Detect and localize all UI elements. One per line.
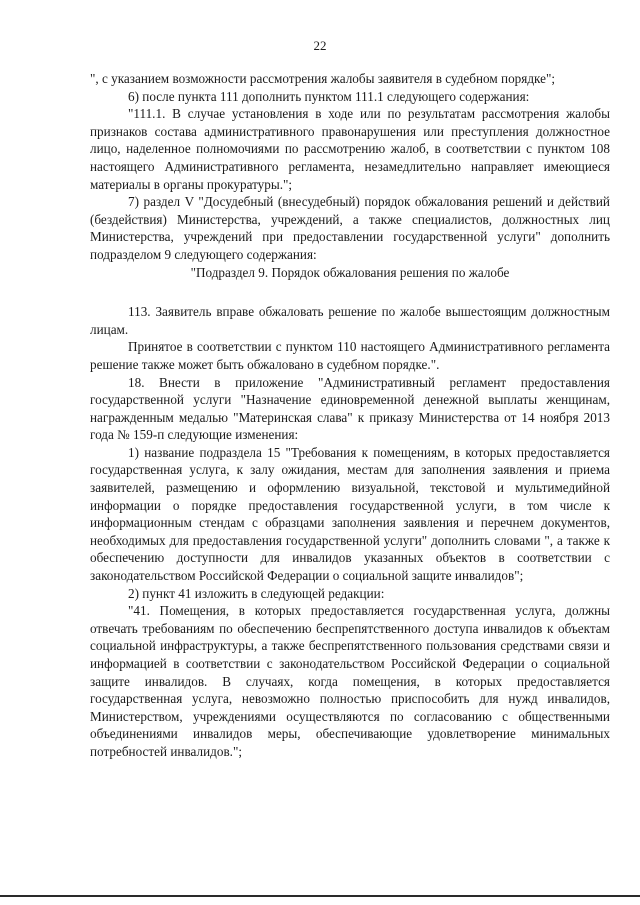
page-number: 22 [313, 38, 327, 53]
paragraph-subitem-1: 1) название подраздела 15 "Требования к помещениям, в которых предоставляется государственная услуга, к залу ожидания, местам для заполнения заявления и приема заявителей, размещению и оформлению визуальной, текстовой и мультимедийной информации о порядке предоставления государственной услуги, в том числе к информационным стендам с образцами заполнения заявления и перечнем документов, необходимых для предоставления государственной услуги" дополнить словами ", а также к обеспечению доступности для инвалидов указанных объектов в соответствии с законодательством Российской Федерации о социальной защите инвалидов"; [90, 444, 610, 584]
paragraph-subitem-2: 2) пункт 41 изложить в следующей редакции: [128, 585, 385, 601]
paragraph-item-7: 7) раздел V "Досудебный (внесудебный) порядок обжалования решений и действий (бездействия) Министерства, учреждений, а также специалистов, должностных лиц Министерства, учреждений при предоставлении государственной услуги" дополнить подразделом 9 следующего содержания: [90, 194, 610, 262]
subsection-heading: "Подраздел 9. Порядок обжалования решения по жалобе [190, 264, 510, 280]
paragraph-point-113: 113. Заявитель вправе обжаловать решение по жалобе вышестоящим должностным лицам. [90, 304, 610, 337]
paragraph-spacer [90, 281, 610, 303]
paragraph-continuation: ", с указанием возможности рассмотрения жалобы заявителя в судебном порядке"; [90, 71, 556, 86]
paragraph-point-41: "41. Помещения, в которых предоставляется государственная услуга, должны отвечать требованиям по обеспечению беспрепятственного доступа инвалидов к объектам социальной инфраструктуры, а также беспрепятственного пользования средствами связи и информацией в соответствии с законодательством Российской Федерации о социальной защите инвалидов. В случаях, когда помещения, в которых предоставляется государственная услуга, невозможно полностью приспособить для нужд инвалидов, Министерством, учреждениями осуществляются по согласованию с общественными объединениями инвалидов меры, обеспечивающие удовлетворение минимальных потребностей инвалидов."; [90, 603, 610, 759]
paragraph-item-6: 6) после пункта 111 дополнить пунктом 111.1 следующего содержания: [128, 88, 530, 104]
scan-bottom-edge [0, 895, 640, 897]
paragraph-point-111-1: "111.1. В случае установления в ходе или по результатам рассмотрения жалобы признаков состава административного правонарушения или преступления должностное лицо, наделенное полномочиями по рассмотрению жалоб, в соответствии с пунктом 108 настоящего Административного регламента, незамедлительно направляет имеющиеся материалы в органы прокуратуры."; [90, 106, 610, 192]
paragraph-court-appeal: Принятое в соответствии с пунктом 110 настоящего Административного регламента решение также может быть обжаловано в судебном порядке.". [90, 339, 610, 372]
paragraph-item-18: 18. Внести в приложение "Административный регламент предоставления государственной услуги "Назначение единовременной денежной выплаты женщинам, награжденным медалью "Материнская слава" к приказу Министерства от 14 ноября 2013 года № 159-п следующие изменения: [90, 374, 610, 443]
document-body [90, 70, 610, 761]
